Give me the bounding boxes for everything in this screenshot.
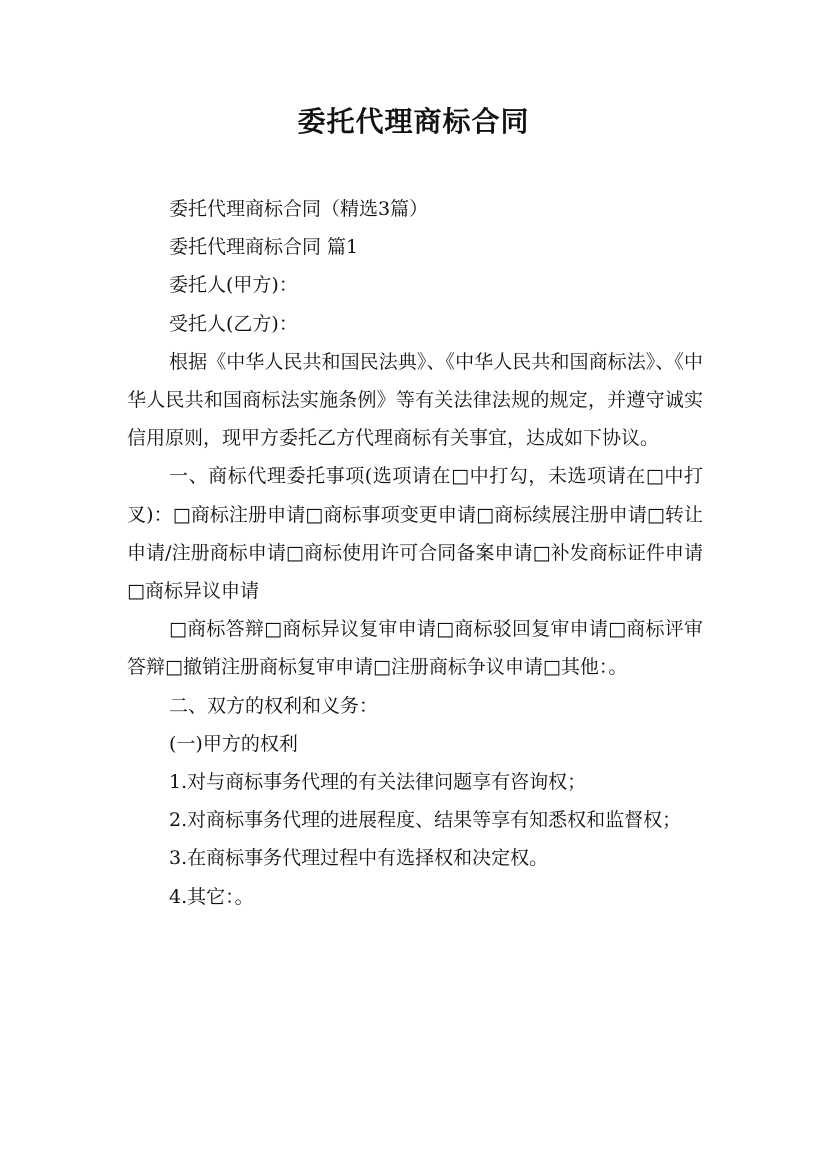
paragraph-item-3: 3.在商标事务代理过程中有选择权和决定权。 xyxy=(169,847,549,870)
paragraph-item-4: 4.其它：。 xyxy=(169,885,254,908)
paragraph-preamble: 根据《中华人民共和国民法典》、《中华人民共和国商标法》、《中华人民共和国商标法实施条例》等有关法律法规的规定，并遵守诚实信用原则，现甲方委托乙方代理商标有关事宜，达成如下协议。 xyxy=(127,350,703,450)
paragraph-item-2: 2.对商标事务代理的进展程度、结果等享有知悉权和监督权； xyxy=(169,809,682,832)
paragraph-item-1: 1.对与商标事务代理的有关法律问题享有咨询权； xyxy=(169,771,587,794)
paragraph-party-a: 委托人(甲方)： xyxy=(169,274,298,297)
paragraph-clause-2: 二、双方的权利和义务： xyxy=(169,694,379,717)
document-title: 委托代理商标合同 xyxy=(297,105,530,138)
paragraph-subtitle: 委托代理商标合同（精选3篇） xyxy=(169,198,429,220)
paragraph-clause-2-1: (一)甲方的权利 xyxy=(169,732,298,755)
paragraph-section-heading: 委托代理商标合同 篇1 xyxy=(169,236,359,259)
paragraph-clause-1: 一、商标代理委托事项(选项请在□中打勾，未选项请在□中打叉)：□商标注册申请□商标事项变更申请□商标续展注册申请□转让申请/注册商标申请□商标使用许可合同备案申请□补发商标证件申请□商标异议申请 xyxy=(127,465,703,603)
paragraph-clause-1-continued: □商标答辩□商标异议复审申请□商标驳回复审申请□商标评审答辩□撤销注册商标复审申请□注册商标争议申请□其他：。 xyxy=(127,618,703,679)
paragraph-party-b: 受托人(乙方)： xyxy=(169,312,298,335)
document-body xyxy=(127,190,703,916)
